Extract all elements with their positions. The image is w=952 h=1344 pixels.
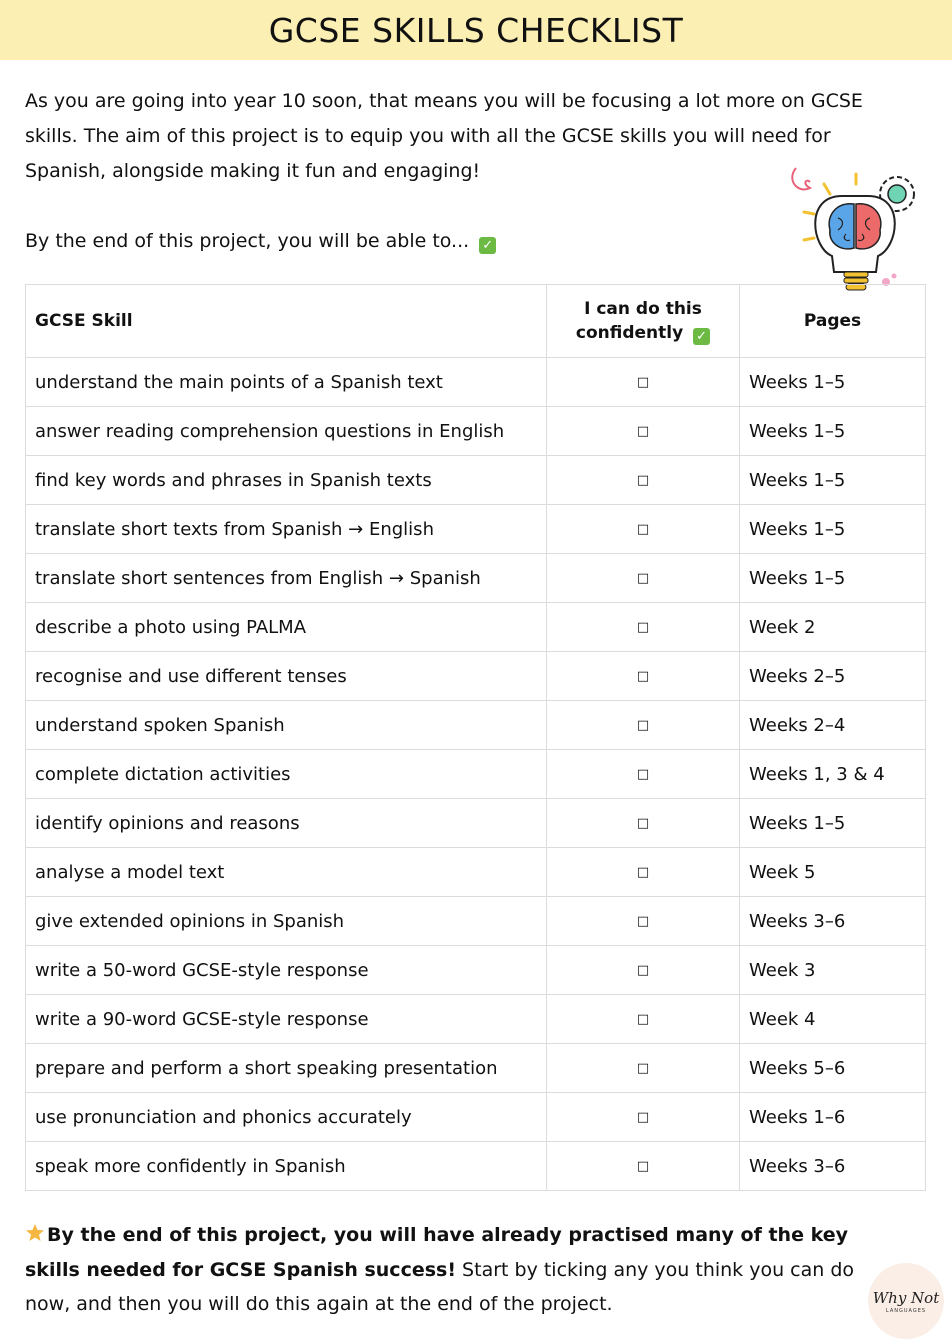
check-mark-icon: ✓ [479,237,496,254]
confidence-checkbox[interactable]: □ [547,456,740,505]
pages-cell: Weeks 1, 3 & 4 [740,750,926,799]
table-row [26,554,926,603]
pages-cell: Week 4 [740,995,926,1044]
table-header-row [26,285,926,358]
skill-cell: find key words and phrases in Spanish texts [26,456,547,505]
table-row [26,946,926,995]
table-row [26,995,926,1044]
pages-cell: Week 2 [740,603,926,652]
confidence-checkbox[interactable]: □ [547,995,740,1044]
table-row [26,407,926,456]
confidence-checkbox[interactable]: □ [547,799,740,848]
confidence-checkbox[interactable]: □ [547,554,740,603]
lead-in-text: By the end of this project, you will be able to... [25,230,470,252]
skill-cell: prepare and perform a short speaking presentation [26,1044,547,1093]
confidence-checkbox[interactable]: □ [547,407,740,456]
skill-cell: give extended opinions in Spanish [26,897,547,946]
skills-checklist-table [25,284,926,1191]
confidence-checkbox[interactable]: □ [547,1142,740,1191]
skill-cell: write a 90-word GCSE-style response [26,995,547,1044]
pages-cell: Weeks 1–5 [740,456,926,505]
skill-cell: analyse a model text [26,848,547,897]
pages-cell: Weeks 1–6 [740,1093,926,1142]
header-gcse-skill: GCSE Skill [26,285,547,358]
header-confident-label: I can do this confidently [575,299,702,343]
skill-cell: speak more confidently in Spanish [26,1142,547,1191]
table-row [26,848,926,897]
pages-cell: Weeks 1–5 [740,358,926,407]
table-row [26,652,926,701]
confidence-checkbox[interactable]: □ [547,358,740,407]
confidence-checkbox[interactable]: □ [547,750,740,799]
skill-cell: complete dictation activities [26,750,547,799]
header-confident [547,285,740,358]
pages-cell: Weeks 2–5 [740,652,926,701]
header-pages: Pages [740,285,926,358]
skill-cell: translate short sentences from English → Spanish [26,554,547,603]
skill-cell: recognise and use different tenses [26,652,547,701]
confidence-checkbox[interactable]: □ [547,1044,740,1093]
confidence-checkbox[interactable]: □ [547,505,740,554]
table-row [26,799,926,848]
pages-cell: Weeks 1–5 [740,799,926,848]
table-row [26,750,926,799]
pages-cell: Weeks 1–5 [740,407,926,456]
intro-lead-in [25,224,905,259]
skill-cell: understand the main points of a Spanish text [26,358,547,407]
confidence-checkbox[interactable]: □ [547,701,740,750]
pages-cell: Weeks 5–6 [740,1044,926,1093]
logo-name: Why Not [872,1288,940,1307]
skill-cell: write a 50-word GCSE-style response [26,946,547,995]
skill-cell: answer reading comprehension questions in English [26,407,547,456]
closing-text: Start by ticking any you think you can do now, and then you will do this again at the end of the project. [25,1258,855,1315]
brain-lightbulb-illustration [784,160,929,300]
confidence-checkbox[interactable]: □ [547,1093,740,1142]
skill-cell: identify opinions and reasons [26,799,547,848]
check-mark-icon: ✓ [693,328,710,345]
table-row [26,358,926,407]
closing-bold-text: By the end of this project, you will have already practised many of the key skills needed for GCSE Spanish success! [25,1224,848,1281]
confidence-checkbox[interactable]: □ [547,652,740,701]
table-row [26,897,926,946]
confidence-checkbox[interactable]: □ [547,603,740,652]
title-banner [0,0,952,60]
table-row [26,505,926,554]
skill-cell: use pronunciation and phonics accurately [26,1093,547,1142]
pages-cell: Weeks 3–6 [740,1142,926,1191]
table-row [26,1044,926,1093]
page-title: GCSE SKILLS CHECKLIST [268,10,684,50]
pages-cell: Weeks 1–5 [740,505,926,554]
pages-cell: Weeks 3–6 [740,897,926,946]
skill-cell: describe a photo using PALMA [26,603,547,652]
pages-cell: Week 3 [740,946,926,995]
table-row [26,701,926,750]
confidence-checkbox[interactable]: □ [547,897,740,946]
intro-paragraph: As you are going into year 10 soon, that means you will be focusing a lot more on GCSE skills. The aim of this project is to equip you with all the GCSE skills you will need for Spanish, alongside making it fun and engaging! [25,90,863,182]
pages-cell: Week 5 [740,848,926,897]
intro-section [25,84,905,259]
table-row [26,1093,926,1142]
star-icon [25,1223,45,1243]
pages-cell: Weeks 1–5 [740,554,926,603]
skill-cell: understand spoken Spanish [26,701,547,750]
skill-cell: translate short texts from Spanish → English [26,505,547,554]
table-row [26,603,926,652]
confidence-checkbox[interactable]: □ [547,946,740,995]
why-not-languages-logo [868,1263,944,1339]
closing-note [25,1218,855,1322]
table-row [26,456,926,505]
table-row [26,1142,926,1191]
logo-subtitle: LANGUAGES [885,1307,927,1314]
pages-cell: Weeks 2–4 [740,701,926,750]
confidence-checkbox[interactable]: □ [547,848,740,897]
